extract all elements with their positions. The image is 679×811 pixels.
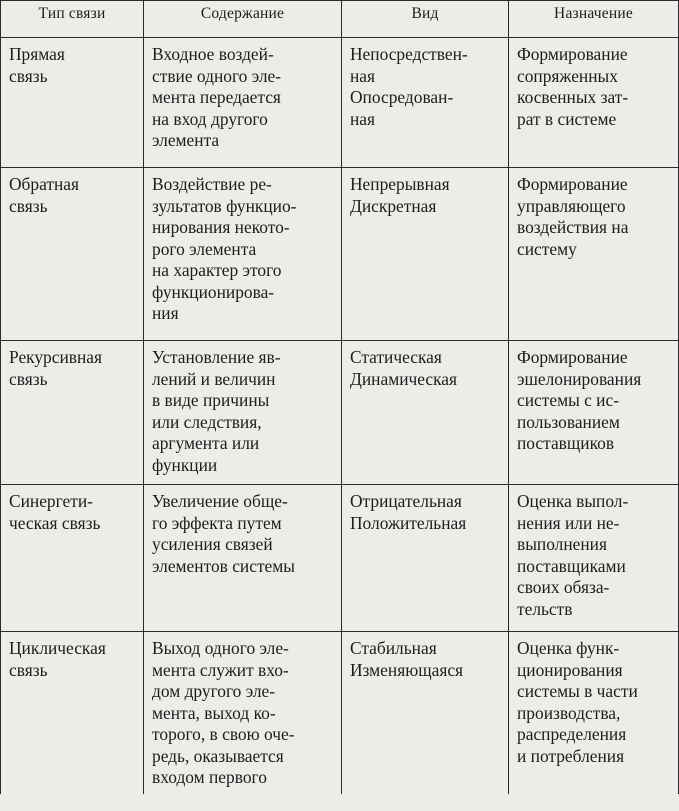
cell-line: или следствия, xyxy=(152,411,262,432)
cell-line: ная xyxy=(350,65,376,86)
header-purpose: Назначение xyxy=(509,1,679,38)
table-row xyxy=(1,632,679,795)
cell-line: на вход другого xyxy=(152,108,268,129)
cell-line: Формирование xyxy=(517,174,628,194)
cell-line: косвенных зат- xyxy=(517,87,629,107)
cell-line: ная xyxy=(350,108,376,129)
cell-line: аргумента или xyxy=(152,433,260,453)
cell-line: систему xyxy=(517,238,577,259)
cell-line: мента, выход ко- xyxy=(152,702,276,723)
cell-type xyxy=(1,168,144,341)
cell-line: на характер этого xyxy=(152,260,282,280)
cell-content xyxy=(144,632,342,795)
cell-purpose xyxy=(509,632,679,795)
cell-line: воздействия на xyxy=(517,217,629,237)
cell-kind xyxy=(342,341,509,485)
cell-type xyxy=(1,341,144,485)
header-kind: Вид xyxy=(342,1,509,38)
cell-line: ния xyxy=(152,303,179,323)
cell-line: системы в части xyxy=(517,681,638,701)
cell-type xyxy=(1,38,144,168)
cell-line: Формирование xyxy=(517,347,628,367)
cell-line: связь xyxy=(9,368,48,389)
cell-line: Динамическая xyxy=(350,368,458,389)
cell-line: элементов системы xyxy=(152,555,295,576)
cell-line: Положительная xyxy=(350,512,467,533)
table-row xyxy=(1,168,679,341)
cell-line: Изменяющаяся xyxy=(350,659,464,680)
header-type: Тип связи xyxy=(1,1,144,38)
cell-kind xyxy=(342,38,509,168)
cell-line: нирования некото- xyxy=(152,217,290,237)
cell-line: Опосредован- xyxy=(350,87,454,107)
cell-line: элемента xyxy=(152,130,220,150)
cell-line: ствие одного эле- xyxy=(152,65,282,86)
cell-line: Прямая xyxy=(9,44,65,64)
cell-purpose xyxy=(509,168,679,341)
cell-line: системы с ис- xyxy=(517,390,619,410)
cell-line: в виде причины xyxy=(152,390,270,410)
cell-line: Стабильная xyxy=(350,638,437,658)
cell-purpose xyxy=(509,485,679,632)
cell-kind xyxy=(342,485,509,632)
table-row xyxy=(1,341,679,485)
cell-line: нения или не- xyxy=(517,512,620,533)
cell-line: Обратная xyxy=(9,174,79,194)
cell-line: Статическая xyxy=(350,347,442,367)
cell-line: Воздействие ре- xyxy=(152,174,272,194)
cell-line: своих обяза- xyxy=(517,577,610,597)
cell-kind xyxy=(342,632,509,795)
cell-line: эшелонирования xyxy=(517,368,642,389)
cell-line: Оценка выпол- xyxy=(517,491,629,511)
cell-line: Рекурсивная xyxy=(9,347,103,367)
cell-line: пользованием xyxy=(517,411,620,432)
cell-line: функционирова- xyxy=(152,281,275,302)
table-row xyxy=(1,485,679,632)
cell-content xyxy=(144,38,342,168)
cell-line: связь xyxy=(9,195,48,216)
cell-kind xyxy=(342,168,509,341)
cell-line: функции xyxy=(152,454,218,475)
table-row xyxy=(1,38,679,168)
cell-line: Выход одного эле- xyxy=(152,638,289,658)
cell-line: мента служит вхо- xyxy=(152,659,289,680)
header-content: Содержание xyxy=(144,1,342,38)
cell-line: Синергети- xyxy=(9,491,93,511)
cell-line: торого, в свою оче- xyxy=(152,724,295,744)
cell-line: сопряженных xyxy=(517,65,618,86)
cell-line: Отрицательная xyxy=(350,491,462,511)
cell-line: Установление яв- xyxy=(152,347,281,367)
cell-line: Дискретная xyxy=(350,195,437,216)
cell-line: усиления связей xyxy=(152,534,273,554)
cell-line: Циклическая xyxy=(9,638,106,658)
cell-line: выполнения xyxy=(517,534,607,554)
cell-line: Входное воздей- xyxy=(152,44,274,64)
cell-line: ционирования xyxy=(517,659,623,680)
cell-line: производства, xyxy=(517,702,621,723)
cell-purpose xyxy=(509,341,679,485)
cell-type xyxy=(1,485,144,632)
cell-content xyxy=(144,168,342,341)
table-header-row xyxy=(1,1,679,38)
cell-purpose xyxy=(509,38,679,168)
cell-type xyxy=(1,632,144,795)
cell-line: мента передается xyxy=(152,87,281,107)
cell-line: зультатов функцио- xyxy=(152,195,297,216)
cell-line: поставщиков xyxy=(517,433,615,453)
cell-line: дом другого эле- xyxy=(152,681,276,701)
cell-content xyxy=(144,485,342,632)
cell-line: лений и величин xyxy=(152,368,276,389)
cell-line: ческая связь xyxy=(9,512,101,533)
cell-line: входом первого xyxy=(152,767,267,787)
cell-line: Оценка функ- xyxy=(517,638,620,658)
cell-line: связь xyxy=(9,659,48,680)
cell-line: Увеличение обще- xyxy=(152,491,288,511)
cell-line: Формирование xyxy=(517,44,628,64)
cell-line: рого элемента xyxy=(152,238,257,259)
cell-line: редь, оказывается xyxy=(152,745,284,766)
cell-line: и потребления xyxy=(517,745,625,766)
cell-line: Непосредствен- xyxy=(350,44,468,64)
cell-line: рат в системе xyxy=(517,108,617,129)
cell-line: связь xyxy=(9,65,48,86)
cell-line: поставщиками xyxy=(517,555,626,576)
cell-line: тельств xyxy=(517,598,573,619)
cell-content xyxy=(144,341,342,485)
cell-line: распределения xyxy=(517,724,627,744)
cell-line: управляющего xyxy=(517,195,626,216)
cell-line: Непрерывная xyxy=(350,174,450,194)
cell-line: го эффекта путем xyxy=(152,512,282,533)
